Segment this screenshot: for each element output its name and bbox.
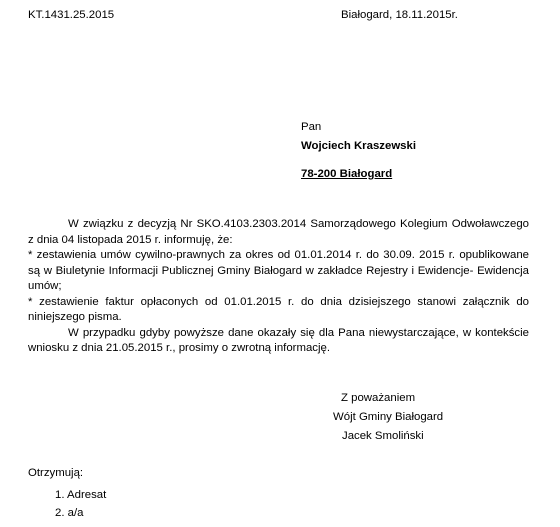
signature-title: Wójt Gminy Białogard [333,411,444,423]
paragraph-request: W przypadku gdyby powyższe dane okazały się dla Pana niewystarczające, w kontekście wniosku z dnia 21.05.2015 r., prosimy o zwrotną informację. [28,326,529,354]
receiver-item: 2. a/a [55,507,84,519]
signature-closing: Z poważaniem [341,392,416,404]
receivers-list [55,486,106,522]
place-date: Białogard, 18.11.2015r. [341,9,458,21]
receivers-title: Otrzymują: [28,467,84,479]
letter-body [28,217,529,357]
paragraph-decision: W związku z decyzją Nr SKO.4103.2303.2014 Samorządowego Kolegium Odwoławczego z dnia 04 listopada 2015 r. informuję, że: [28,218,529,246]
recipient-postal: 78-200 Białogard [301,168,393,180]
receiver-item: 1. Adresat [55,489,107,501]
signature-block [333,389,443,446]
signature-name: Jacek Smoliński [342,430,424,442]
reference-number: KT.1431.25.2015 [28,9,115,21]
recipient-salutation: Pan [301,121,322,133]
bullet-contracts: * zestawienia umów cywilno-prawnych za okres od 01.01.2014 r. do 30.09. 2015 r. opublikowane są w Biuletynie Informacji Publicznej Gminy Białogard w zakładce Rejestry i Ewidencje- Ewidencja umów; [28,249,529,292]
bullet-invoices: * zestawienie faktur opłaconych od 01.01.2015 r. do dnia dzisiejszego stanowi załącznik do niniejszego pisma. [28,295,529,323]
recipient-name: Wojciech Kraszewski [301,140,417,152]
